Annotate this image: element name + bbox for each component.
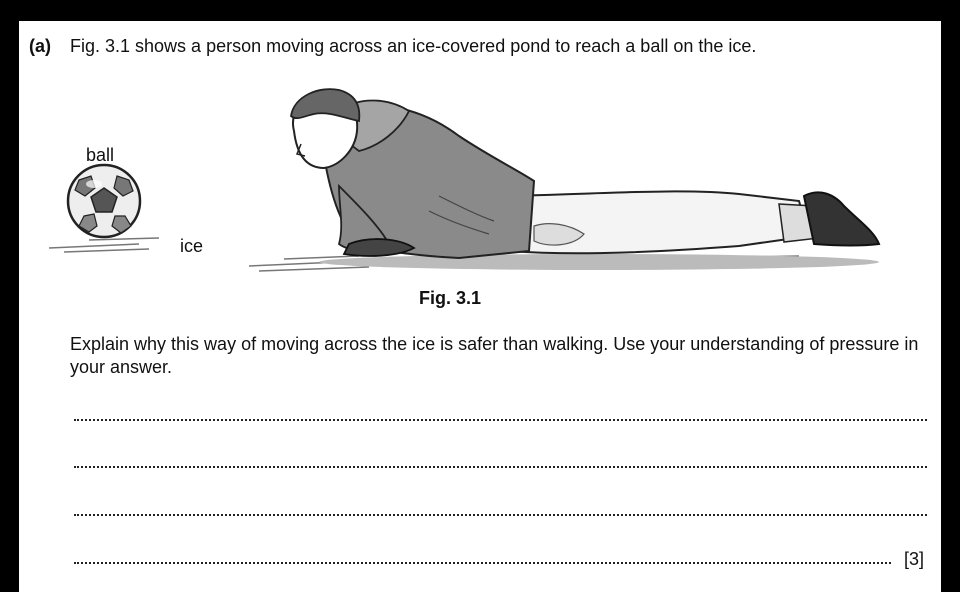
ball-label: ball xyxy=(86,145,115,165)
answer-line-3[interactable] xyxy=(74,514,927,516)
answer-line-2[interactable] xyxy=(74,466,927,468)
question-label: (a) xyxy=(29,36,51,56)
answer-line-4[interactable] xyxy=(74,562,891,564)
figure-caption: Fig. 3.1 xyxy=(419,288,482,308)
ice-label: ice xyxy=(180,236,204,256)
ball-icon xyxy=(68,165,140,237)
ice-streaks-ball xyxy=(49,238,159,252)
question-intro: Fig. 3.1 shows a person moving across an ice-covered pond to reach a ball on the ice. xyxy=(70,36,757,56)
person-lying-on-ice xyxy=(291,89,879,258)
marks-label: [3] xyxy=(904,549,925,569)
exam-page xyxy=(19,21,941,592)
figure-illustration xyxy=(39,76,899,286)
question-prompt: Explain why this way of moving across the ice is safer than walking. Use your understanding of pressure in your answer. xyxy=(70,334,919,377)
person-shadow xyxy=(319,254,879,270)
answer-line-1[interactable] xyxy=(74,419,927,421)
